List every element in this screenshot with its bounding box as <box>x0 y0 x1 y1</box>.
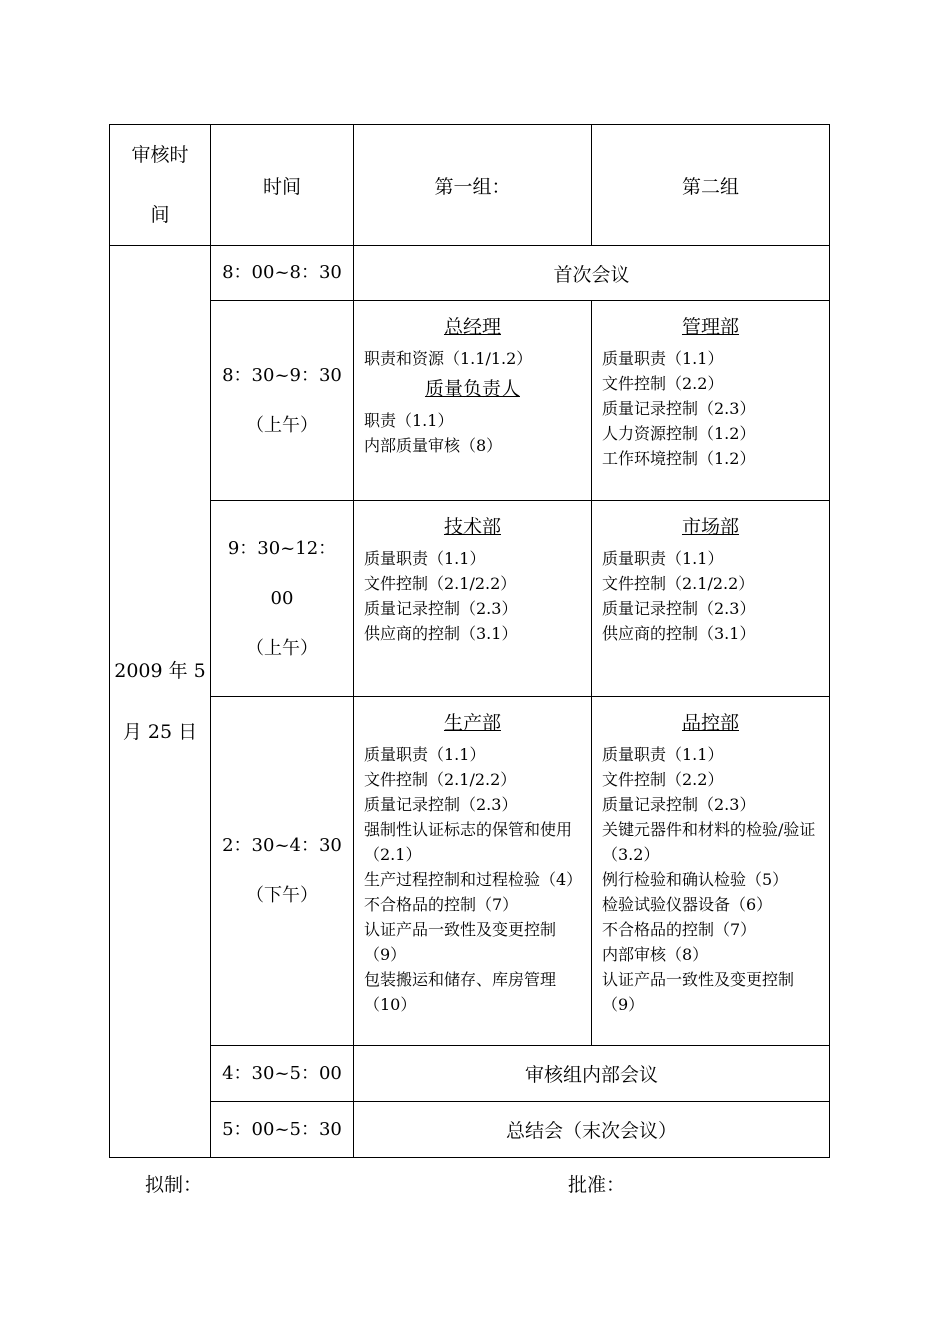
time-slot: 8：00~8：30 <box>211 246 354 301</box>
list-item: 生产过程控制和过程检验（4） <box>364 870 583 889</box>
list-item: 内部审核（8） <box>602 945 709 964</box>
header-group2: 第二组 <box>592 125 830 246</box>
list-item: 质量记录控制（2.3） <box>602 795 756 814</box>
list-item: 质量记录控制（2.3） <box>602 399 756 418</box>
prepared-by-label: 拟制： <box>145 1174 203 1196</box>
approved-by-label: 批准： <box>568 1174 626 1196</box>
time-slot-line1: 9：30~12： <box>227 537 337 559</box>
audit-schedule-table <box>109 124 830 1158</box>
list-item: 文件控制（2.2） <box>602 374 724 393</box>
list-item: 文件控制（2.1/2.2） <box>364 770 517 789</box>
audit-date-cell <box>110 246 211 1158</box>
header-audit-time-line2: 间 <box>150 204 170 226</box>
time-slot-line2: （上午） <box>246 414 318 436</box>
time-slot: 5：00~5：30 <box>211 1102 354 1158</box>
group1-cell <box>354 697 592 1046</box>
header-time: 时间 <box>211 125 354 246</box>
opening-meeting: 首次会议 <box>354 246 830 301</box>
list-item: 质量记录控制（2.3） <box>602 599 756 618</box>
list-item: 包装搬运和储存、库房管理（10） <box>364 970 557 1014</box>
time-slot <box>211 501 354 697</box>
list-item: 供应商的控制（3.1） <box>602 624 756 643</box>
list-item: 不合格品的控制（7） <box>364 895 519 914</box>
schedule-row-morning-1 <box>110 301 830 501</box>
dept-title-management: 管理部 <box>681 316 739 338</box>
closing-meeting: 总结会（末次会议） <box>354 1102 830 1158</box>
dept-title-general-manager: 总经理 <box>443 316 501 338</box>
audit-date-line2: 月 25 日 <box>122 720 198 743</box>
group2-cell <box>592 501 830 697</box>
list-item: 质量职责（1.1） <box>364 745 486 764</box>
list-item: 内部质量审核（8） <box>364 436 503 455</box>
header-group1: 第一组： <box>354 125 592 246</box>
time-slot-line3: （上午） <box>246 637 318 659</box>
time-slot-line2: （下午） <box>246 885 318 906</box>
list-item: 文件控制（2.1/2.2） <box>364 574 517 593</box>
time-slot-line1: 2：30~4：30 <box>222 835 342 856</box>
time-slot-line1: 8：30~9：30 <box>222 364 342 386</box>
time-slot <box>211 697 354 1046</box>
list-item: 质量职责（1.1） <box>602 549 724 568</box>
header-audit-time <box>110 125 211 246</box>
list-item: 不合格品的控制（7） <box>602 920 757 939</box>
schedule-row-morning-2 <box>110 501 830 697</box>
list-item: 职责和资源（1.1/1.2） <box>364 349 533 368</box>
dept-title-production: 生产部 <box>443 712 501 734</box>
schedule-row-afternoon <box>110 697 830 1046</box>
list-item: 质量职责（1.1） <box>364 549 486 568</box>
dept-title-quality-lead: 质量负责人 <box>424 378 520 400</box>
time-slot: 4：30~5：00 <box>211 1046 354 1102</box>
schedule-row-internal-meeting <box>110 1046 830 1102</box>
list-item: 质量记录控制（2.3） <box>364 795 518 814</box>
list-item: 供应商的控制（3.1） <box>364 624 518 643</box>
list-item: 质量记录控制（2.3） <box>364 599 518 618</box>
time-slot-line2: 00 <box>270 587 294 609</box>
time-slot <box>211 301 354 501</box>
schedule-row-opening <box>110 246 830 301</box>
list-item: 质量职责（1.1） <box>602 349 724 368</box>
list-item: 例行检验和确认检验（5） <box>602 870 789 889</box>
dept-title-quality-control: 品控部 <box>681 712 739 734</box>
dept-title-marketing: 市场部 <box>681 516 739 538</box>
group2-cell <box>592 697 830 1046</box>
list-item: 检验试验仪器设备（6） <box>602 895 773 914</box>
list-item: 文件控制（2.2） <box>602 770 724 789</box>
internal-meeting: 审核组内部会议 <box>354 1046 830 1102</box>
dept-title-technical: 技术部 <box>443 516 501 538</box>
header-row <box>110 125 830 246</box>
schedule-row-closing <box>110 1102 830 1158</box>
list-item: 关键元器件和材料的检验/验证（3.2） <box>602 820 816 864</box>
list-item: 强制性认证标志的保管和使用（2.1） <box>364 820 573 864</box>
list-item: 质量职责（1.1） <box>602 745 724 764</box>
list-item: 工作环境控制（1.2） <box>602 449 756 468</box>
group1-cell <box>354 301 592 501</box>
audit-date-line1: 2009 年 5 <box>114 659 206 682</box>
header-audit-time-line1: 审核时 <box>131 144 189 166</box>
list-item: 认证产品一致性及变更控制（9） <box>364 920 557 964</box>
list-item: 人力资源控制（1.2） <box>602 424 756 443</box>
group2-cell <box>592 301 830 501</box>
list-item: 职责（1.1） <box>364 411 454 430</box>
list-item: 文件控制（2.1/2.2） <box>602 574 755 593</box>
list-item: 认证产品一致性及变更控制（9） <box>602 970 795 1014</box>
group1-cell <box>354 501 592 697</box>
